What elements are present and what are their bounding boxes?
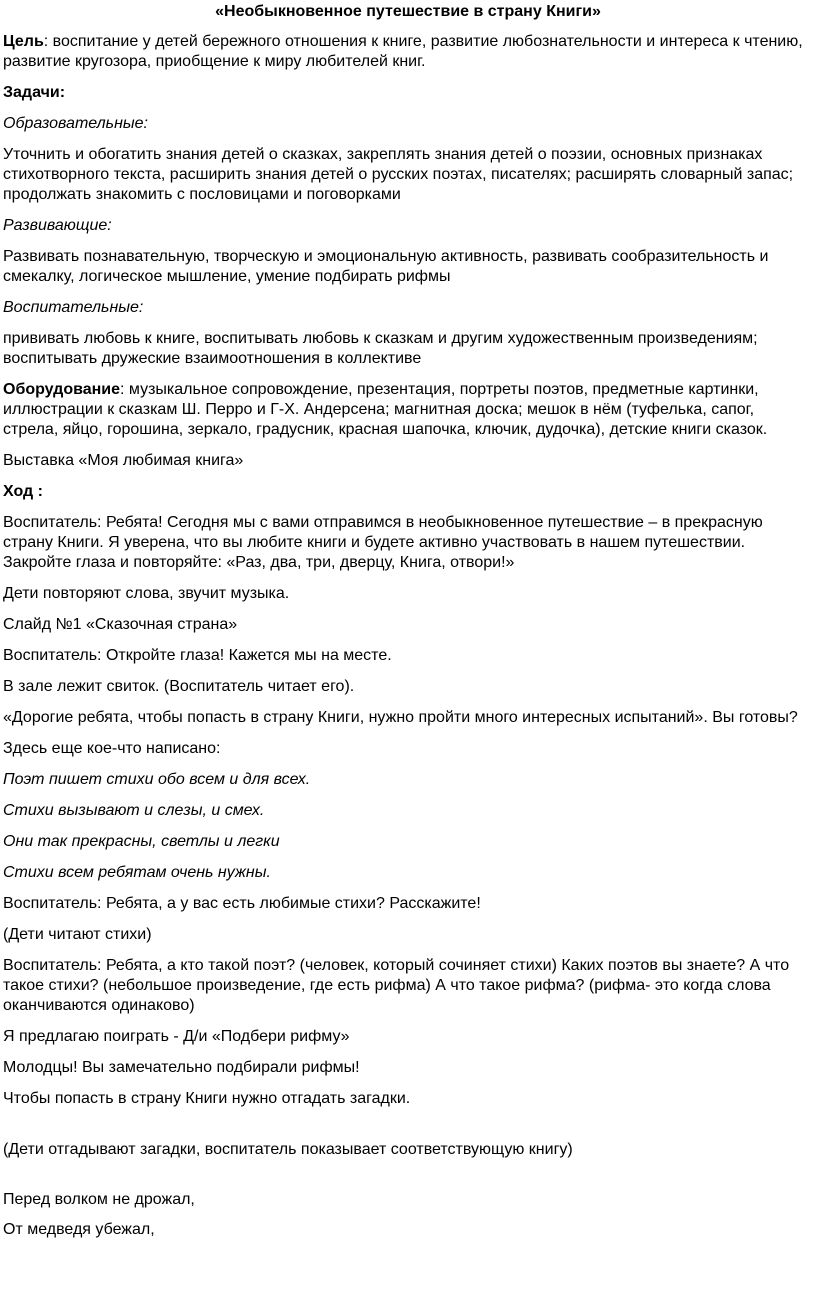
equipment-text: : музыкальное сопровождение, презентация, портреты поэтов, предметные картинки, иллюстрации к сказкам Ш. Перро и Г-Х. Андерсена; магнитная доска; мешок в нём (туфелька, сапог, стрела, яйцо, горошина, зеркало, градусник, красная шапочка, ключик, дудочка), детские книги сказок. xyxy=(3,381,768,438)
goal-text: : воспитание у детей бережного отношения к книге, развитие любознательности и интереса к чтению, развитие кругозора, приобщение к миру любителей книг. xyxy=(3,33,803,70)
course-paragraph: (Дети отгадывают загадки, воспитатель показывает соответствующую книгу) xyxy=(3,1141,573,1158)
developing-heading: Развивающие: xyxy=(3,217,112,234)
course-paragraph: Здесь еще кое-что написано: xyxy=(3,740,221,757)
course-paragraph: Воспитатель: Откройте глаза! Кажется мы на месте. xyxy=(3,647,392,664)
course-heading: Ход : xyxy=(3,483,43,500)
poem-line: Стихи всем ребятам очень нужны. xyxy=(3,864,271,881)
course-paragraph: Я предлагаю поиграть - Д/и «Подбери рифму» xyxy=(3,1028,350,1045)
course-paragraph: (Дети читают стихи) xyxy=(3,926,152,943)
upbringing-text: прививать любовь к книге, воспитывать любовь к сказкам и другим художественным произведениям; воспитывать дружеские взаимоотношения в коллективе xyxy=(3,330,758,367)
course-paragraph: Воспитатель: Ребята, а кто такой поэт? (человек, который сочиняет стихи) Каких поэтов вы знаете? А что такое стихи? (небольшое произведение, где есть рифма) А что такое рифма? (рифма- это когда слова оканчиваются одинаково) xyxy=(3,957,790,1014)
course-paragraph: Чтобы попасть в страну Книги нужно отгадать загадки. xyxy=(3,1090,411,1107)
course-paragraph: Молодцы! Вы замечательно подбирали рифмы! xyxy=(3,1059,360,1076)
course-paragraph: Дети повторяют слова, звучит музыка. xyxy=(3,585,290,602)
equipment-label: Оборудование xyxy=(3,381,121,398)
course-paragraph: В зале лежит свиток. (Воспитатель читает его). xyxy=(3,678,355,695)
developing-text: Развивать познавательную, творческую и эмоциональную активность, развивать сообразительность и смекалку, логическое мышление, умение подбирать рифмы xyxy=(3,248,769,285)
educational-heading: Образовательные: xyxy=(3,115,148,132)
exhibition-text: Выставка «Моя любимая книга» xyxy=(3,452,244,469)
goal-label: Цель xyxy=(3,33,44,50)
upbringing-heading: Воспитательные: xyxy=(3,299,144,316)
poem-line: Стихи вызывают и слезы, и смех. xyxy=(3,802,265,819)
course-paragraph: Воспитатель: Ребята, а у вас есть любимые стихи? Расскажите! xyxy=(3,895,481,912)
poem-line: Они так прекрасны, светлы и легки xyxy=(3,833,280,850)
course-paragraph: Воспитатель: Ребята! Сегодня мы с вами отправимся в необыкновенное путешествие – в прекрасную страну Книги. Я уверена, что вы любите книги и будете активно участвовать в нашем путешествии. Закройте глаза и повторяйте: «Раз, два, три, дверцу, Книга, отвори!» xyxy=(3,514,763,571)
poem-line: Поэт пишет стихи обо всем и для всех. xyxy=(3,771,311,788)
riddle-line: От медведя убежал, xyxy=(3,1221,155,1238)
document-title: «Необыкновенное путешествие в страну Книги» xyxy=(215,3,601,20)
equipment-paragraph xyxy=(3,380,813,440)
educational-text: Уточнить и обогатить знания детей о сказках, закреплять знания детей о поэзии, основных признаках стихотворного текста, расширить знания детей о русских поэтах, писателях; расширять словарный запас; продолжать знакомить с пословицами и поговорками xyxy=(3,146,794,203)
course-paragraph: «Дорогие ребята, чтобы попасть в страну Книги, нужно пройти много интересных испытаний». Вы готовы? xyxy=(3,709,798,726)
course-paragraph: Слайд №1 «Сказочная страна» xyxy=(3,616,238,633)
riddle-line: Перед волком не дрожал, xyxy=(3,1191,195,1208)
tasks-heading: Задачи: xyxy=(3,84,66,101)
goal-paragraph xyxy=(3,32,813,72)
